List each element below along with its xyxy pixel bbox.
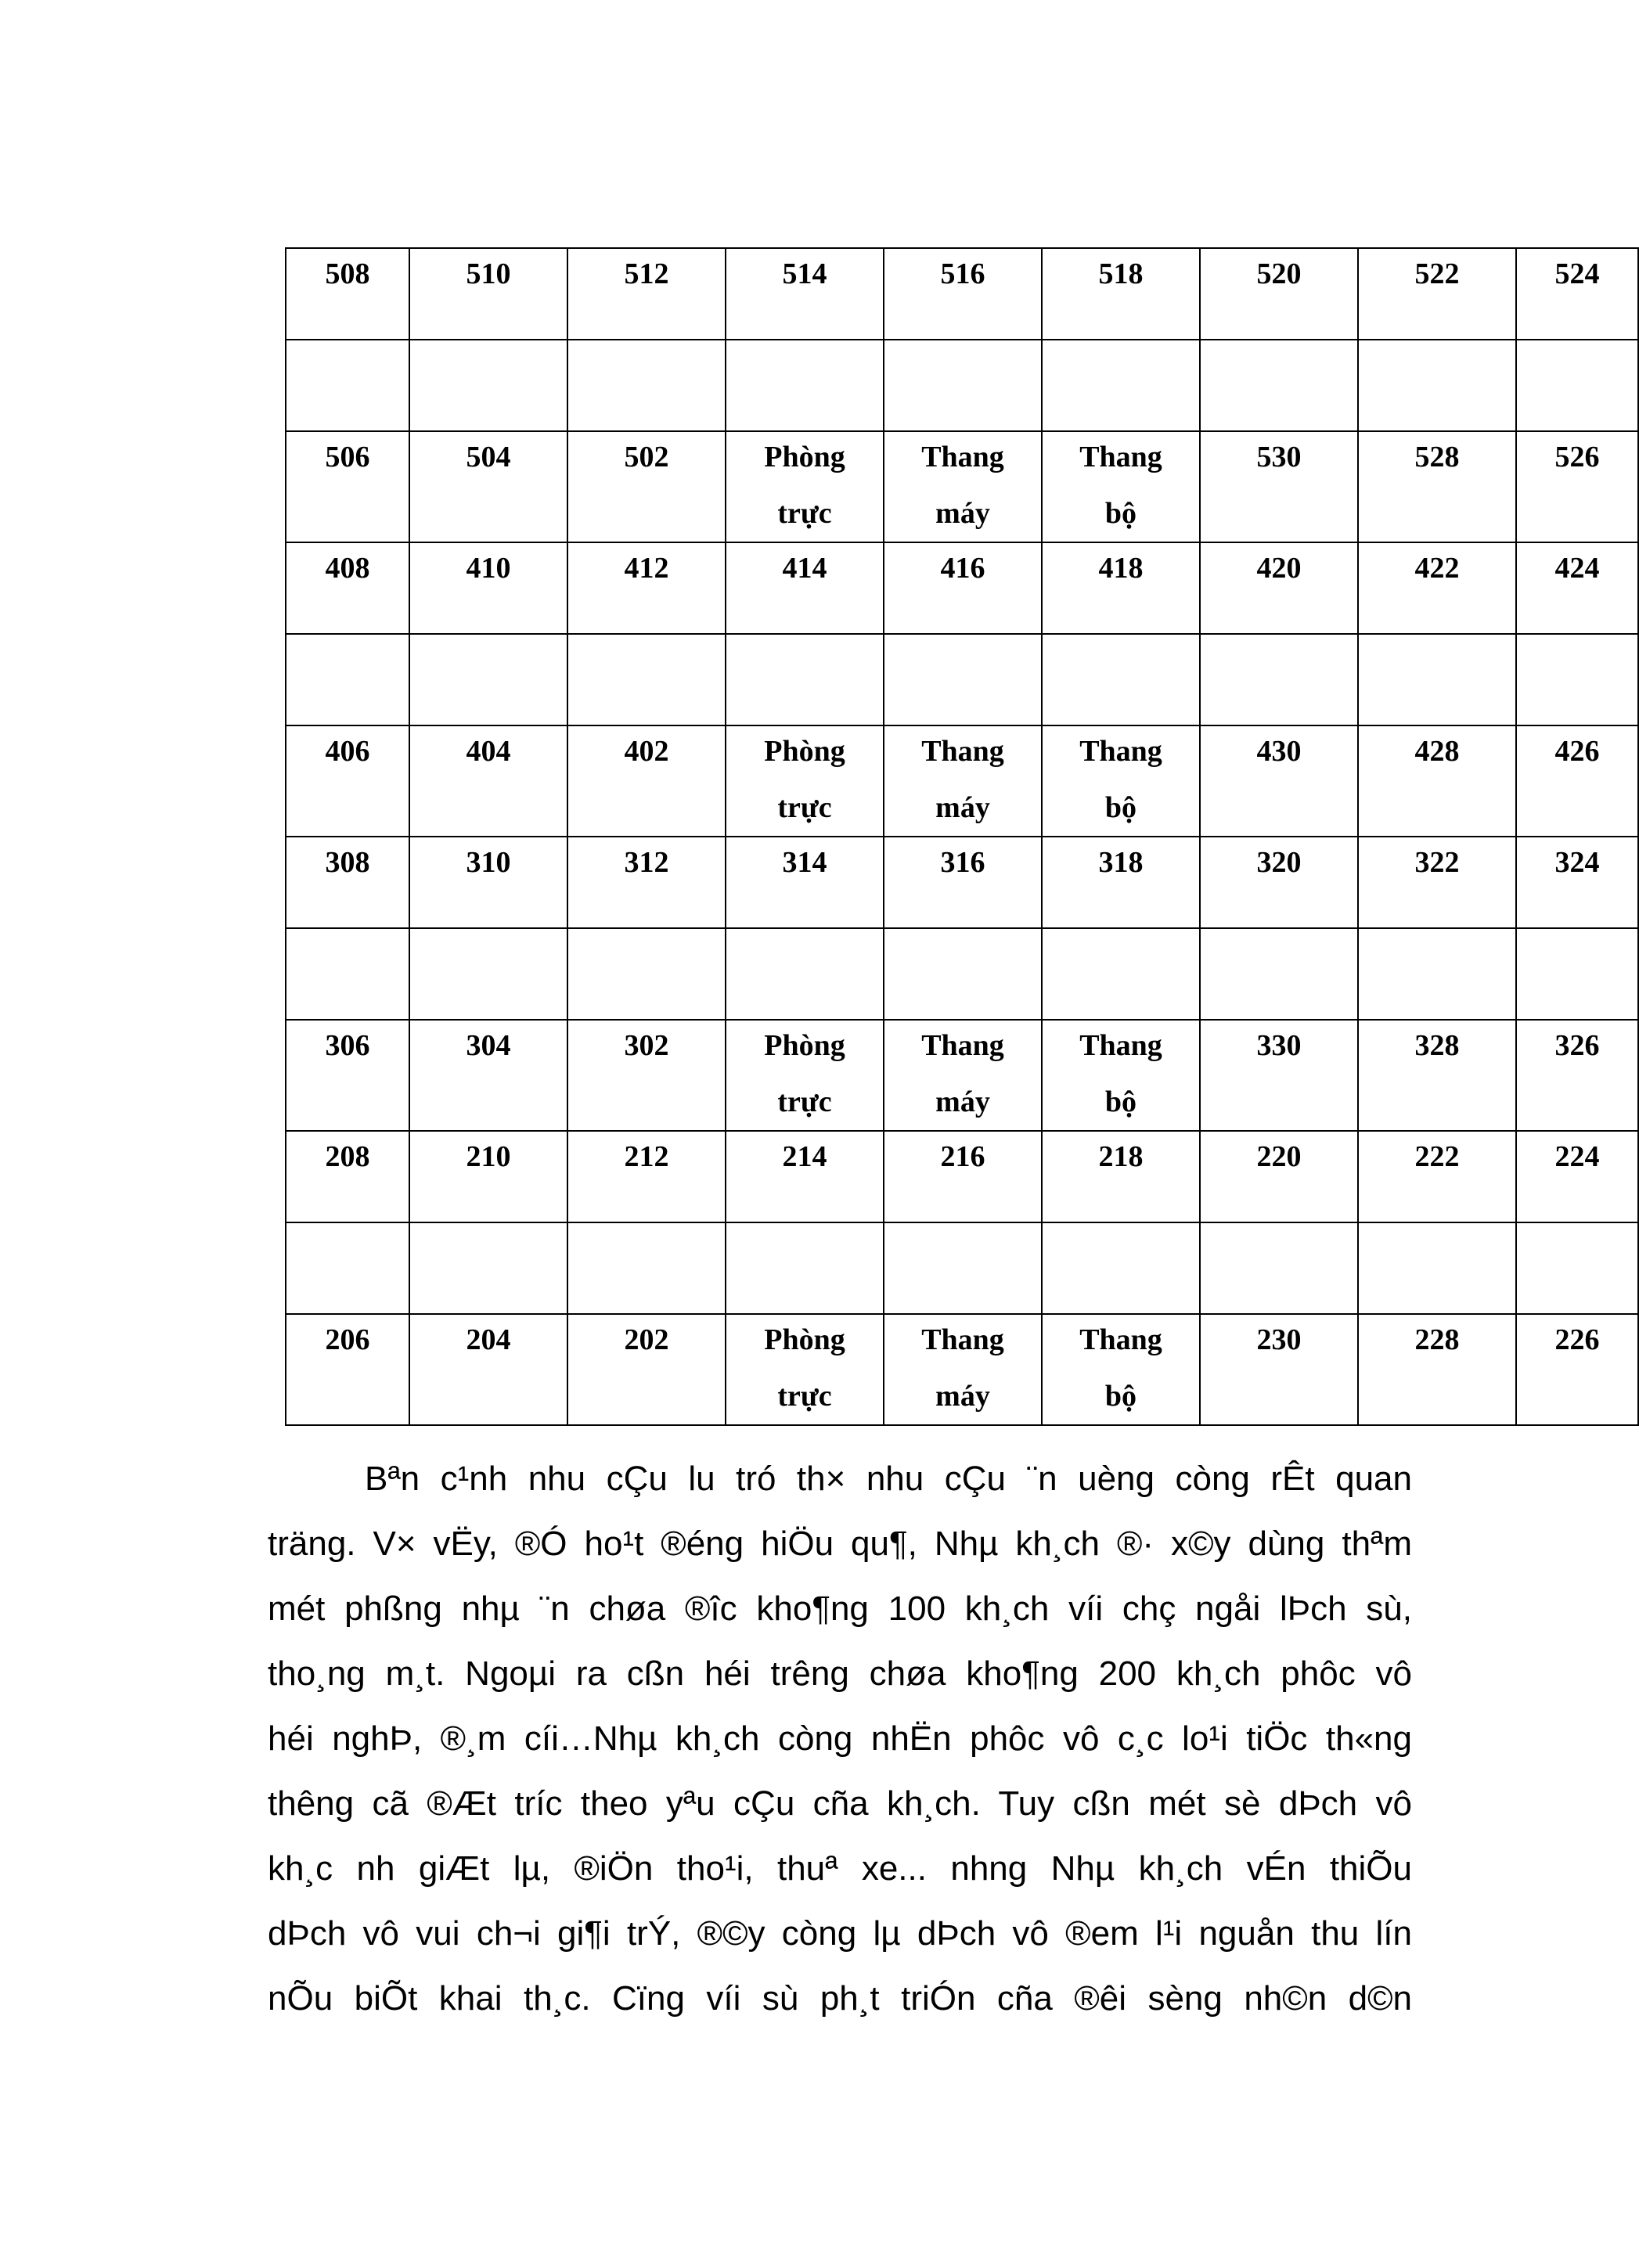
room-cell xyxy=(409,1131,567,1222)
room-label: 208 xyxy=(325,1140,370,1173)
room-cell xyxy=(567,431,726,542)
table-row xyxy=(286,1222,1638,1314)
room-cell xyxy=(1358,725,1516,837)
room-label: 420 xyxy=(1256,552,1302,585)
room-label: Thang máy xyxy=(921,1029,1004,1118)
room-label: 230 xyxy=(1256,1323,1302,1356)
room-cell xyxy=(726,837,884,928)
room-cell xyxy=(1042,431,1200,542)
room-label: 302 xyxy=(624,1029,669,1062)
room-cell xyxy=(1042,1314,1200,1425)
room-cell xyxy=(1042,1131,1200,1222)
room-cell xyxy=(1042,725,1200,837)
room-cell xyxy=(1200,248,1358,340)
room-cell xyxy=(1042,634,1200,725)
room-label: 308 xyxy=(325,846,370,879)
paragraph-line: träng. V× vËy, ®Ó ho¹t ®éng hiÖu qu¶, Nhµ kh¸ch ®· x©y dùng thªm xyxy=(268,1525,1412,1563)
room-cell xyxy=(409,634,567,725)
room-cell xyxy=(1358,1020,1516,1131)
room-label: 216 xyxy=(940,1140,985,1173)
room-cell xyxy=(409,725,567,837)
room-label: Phòng trực xyxy=(764,1029,845,1118)
room-label: Phòng trực xyxy=(764,1323,845,1413)
room-cell xyxy=(726,1020,884,1131)
table-row xyxy=(286,725,1638,837)
table-row xyxy=(286,431,1638,542)
room-cell xyxy=(884,725,1042,837)
room-cell xyxy=(884,928,1042,1020)
room-cell xyxy=(286,837,409,928)
room-label: 402 xyxy=(624,735,669,768)
room-label: 510 xyxy=(466,257,511,290)
room-label: 426 xyxy=(1554,735,1600,768)
room-label: 324 xyxy=(1554,846,1600,879)
room-cell xyxy=(409,928,567,1020)
room-cell xyxy=(1358,542,1516,634)
room-cell xyxy=(1042,248,1200,340)
room-label: Thang máy xyxy=(921,1323,1004,1413)
room-cell xyxy=(286,725,409,837)
room-cell xyxy=(884,248,1042,340)
room-cell xyxy=(409,1020,567,1131)
room-cell xyxy=(409,248,567,340)
floor-plan-table xyxy=(285,247,1603,1413)
room-label: 310 xyxy=(466,846,511,879)
room-cell xyxy=(1516,928,1638,1020)
room-label: 322 xyxy=(1414,846,1460,879)
room-cell xyxy=(1516,1314,1638,1425)
room-label: 406 xyxy=(325,735,370,768)
room-label: 328 xyxy=(1414,1029,1460,1062)
room-label: 522 xyxy=(1414,257,1460,290)
room-label: 320 xyxy=(1256,846,1302,879)
room-label: Thang bộ xyxy=(1079,735,1162,824)
room-cell xyxy=(286,248,409,340)
room-label: 520 xyxy=(1256,257,1302,290)
room-label: 212 xyxy=(624,1140,669,1173)
room-cell xyxy=(567,928,726,1020)
room-cell xyxy=(1200,340,1358,431)
room-cell xyxy=(1200,634,1358,725)
room-cell xyxy=(1516,340,1638,431)
room-cell xyxy=(1200,431,1358,542)
room-label: 518 xyxy=(1098,257,1144,290)
room-cell xyxy=(286,1020,409,1131)
room-cell xyxy=(884,837,1042,928)
room-cell xyxy=(286,1131,409,1222)
room-cell xyxy=(1516,1020,1638,1131)
room-label: 526 xyxy=(1554,441,1600,473)
room-label: 430 xyxy=(1256,735,1302,768)
room-label: Thang bộ xyxy=(1079,1323,1162,1413)
room-cell xyxy=(1516,1222,1638,1314)
room-cell xyxy=(409,340,567,431)
room-cell xyxy=(286,1314,409,1425)
room-label: Thang máy xyxy=(921,735,1004,824)
room-label: 524 xyxy=(1554,257,1600,290)
room-label: 516 xyxy=(940,257,985,290)
room-cell xyxy=(1516,542,1638,634)
room-cell xyxy=(726,340,884,431)
room-label: Thang bộ xyxy=(1079,1029,1162,1118)
room-cell xyxy=(1358,928,1516,1020)
room-cell xyxy=(1358,248,1516,340)
room-label: 506 xyxy=(325,441,370,473)
room-cell xyxy=(726,431,884,542)
room-cell xyxy=(1042,1222,1200,1314)
room-cell xyxy=(1516,837,1638,928)
room-cell xyxy=(286,431,409,542)
room-cell xyxy=(1200,1222,1358,1314)
room-cell xyxy=(884,1131,1042,1222)
room-label: 422 xyxy=(1414,552,1460,585)
paragraph-line: mét phßng nhµ ¨n chøa ®îc kho¶ng 100 kh¸ch víi chç ngåi lÞch sù, xyxy=(268,1589,1412,1628)
table-row xyxy=(286,928,1638,1020)
room-label: 412 xyxy=(624,552,669,585)
room-label: 330 xyxy=(1256,1029,1302,1062)
room-label: Phòng trực xyxy=(764,735,845,824)
room-cell xyxy=(726,928,884,1020)
room-cell xyxy=(884,340,1042,431)
room-label: 514 xyxy=(782,257,827,290)
room-cell xyxy=(409,431,567,542)
room-label: 414 xyxy=(782,552,827,585)
room-cell xyxy=(1200,928,1358,1020)
room-label: 314 xyxy=(782,846,827,879)
paragraph-line: dÞch vô vui ch¬i gi¶i trÝ, ®©y còng lµ dÞch vô ®em l¹i nguån thu lín xyxy=(268,1914,1412,1953)
room-cell xyxy=(1358,1314,1516,1425)
room-cell xyxy=(1200,1314,1358,1425)
room-cell xyxy=(726,1131,884,1222)
room-cell xyxy=(567,248,726,340)
room-cell xyxy=(567,542,726,634)
room-cell xyxy=(1358,1131,1516,1222)
paragraph-line: kh¸c nh giÆt lµ, ®iÖn tho¹i, thuª xe... nhng Nhµ kh¸ch vÉn thiÕu xyxy=(268,1849,1412,1888)
room-cell xyxy=(726,542,884,634)
room-cell xyxy=(567,340,726,431)
room-label: 318 xyxy=(1098,846,1144,879)
room-label: 512 xyxy=(624,257,669,290)
room-cell xyxy=(1042,837,1200,928)
paragraph-line: tho¸ng m¸t. Ngoµi ra cßn héi trêng chøa kho¶ng 200 kh¸ch phôc vô xyxy=(268,1654,1412,1693)
room-label: 218 xyxy=(1098,1140,1144,1173)
room-label: 428 xyxy=(1414,735,1460,768)
room-label: 404 xyxy=(466,735,511,768)
room-label: 304 xyxy=(466,1029,511,1062)
paragraph-line: nÕu biÕt khai th¸c. Cïng víi sù ph¸t triÓn cña ®êi sèng nh©n d©n xyxy=(268,1979,1412,2018)
room-cell xyxy=(884,634,1042,725)
room-label: 204 xyxy=(466,1323,511,1356)
room-cell xyxy=(286,542,409,634)
room-cell xyxy=(726,634,884,725)
table-row xyxy=(286,1314,1638,1425)
room-cell xyxy=(1358,431,1516,542)
room-label: 316 xyxy=(940,846,985,879)
room-cell xyxy=(567,634,726,725)
paragraph-line: héi nghÞ, ®¸m cíi…Nhµ kh¸ch còng nhËn phôc vô c¸c lo¹i tiÖc th«ng xyxy=(268,1719,1412,1758)
room-cell xyxy=(1042,1020,1200,1131)
room-label: 416 xyxy=(940,552,985,585)
room-label: 502 xyxy=(624,441,669,473)
table-row xyxy=(286,1020,1638,1131)
body-paragraph xyxy=(268,1446,1412,2031)
room-cell xyxy=(726,1222,884,1314)
room-cell xyxy=(1358,837,1516,928)
room-cell xyxy=(567,725,726,837)
room-cell xyxy=(567,1314,726,1425)
table-row xyxy=(286,248,1638,340)
room-cell xyxy=(567,1131,726,1222)
room-cell xyxy=(409,1222,567,1314)
room-cell xyxy=(884,1314,1042,1425)
room-cell xyxy=(1516,634,1638,725)
room-label: 228 xyxy=(1414,1323,1460,1356)
room-cell xyxy=(1358,1222,1516,1314)
room-cell xyxy=(726,725,884,837)
room-cell xyxy=(726,1314,884,1425)
room-cell xyxy=(884,1020,1042,1131)
room-cell xyxy=(1042,340,1200,431)
room-cell xyxy=(409,542,567,634)
room-label: 326 xyxy=(1554,1029,1600,1062)
room-label: 202 xyxy=(624,1323,669,1356)
room-label: 408 xyxy=(325,552,370,585)
room-label: Phòng trực xyxy=(764,441,845,530)
room-cell xyxy=(409,837,567,928)
room-cell xyxy=(1516,725,1638,837)
room-cell xyxy=(1042,928,1200,1020)
room-label: 530 xyxy=(1256,441,1302,473)
room-label: 306 xyxy=(325,1029,370,1062)
table-row xyxy=(286,837,1638,928)
room-label: 410 xyxy=(466,552,511,585)
room-cell xyxy=(1516,1131,1638,1222)
room-cell xyxy=(567,1020,726,1131)
room-cell xyxy=(567,1222,726,1314)
room-label: 424 xyxy=(1554,552,1600,585)
room-label: 222 xyxy=(1414,1140,1460,1173)
room-cell xyxy=(286,928,409,1020)
room-label: 220 xyxy=(1256,1140,1302,1173)
paragraph-line: thêng cã ®Æt tríc theo yªu cÇu cña kh¸ch. Tuy cßn mét sè dÞch vô xyxy=(268,1784,1412,1823)
room-cell xyxy=(1516,431,1638,542)
room-cell xyxy=(726,248,884,340)
room-cell xyxy=(567,837,726,928)
table-row xyxy=(286,340,1638,431)
room-cell xyxy=(409,1314,567,1425)
room-label: 206 xyxy=(325,1323,370,1356)
room-cell xyxy=(1516,248,1638,340)
room-label: 210 xyxy=(466,1140,511,1173)
paragraph-line: Bªn c¹nh nhu cÇu lu tró th× nhu cÇu ¨n uèng còng rÊt quan xyxy=(365,1460,1412,1498)
room-cell xyxy=(286,634,409,725)
room-label: Thang bộ xyxy=(1079,441,1162,530)
room-cell xyxy=(1200,725,1358,837)
room-label: 226 xyxy=(1554,1323,1600,1356)
room-label: 312 xyxy=(624,846,669,879)
room-cell xyxy=(1358,340,1516,431)
table-row xyxy=(286,1131,1638,1222)
room-grid xyxy=(285,247,1639,1426)
room-label: 504 xyxy=(466,441,511,473)
room-cell xyxy=(1200,1131,1358,1222)
room-label: 418 xyxy=(1098,552,1144,585)
room-cell xyxy=(1200,837,1358,928)
room-cell xyxy=(1358,634,1516,725)
table-row xyxy=(286,542,1638,634)
room-cell xyxy=(286,1222,409,1314)
room-label: 214 xyxy=(782,1140,827,1173)
room-cell xyxy=(884,542,1042,634)
room-cell xyxy=(884,431,1042,542)
room-cell xyxy=(1200,542,1358,634)
table-row xyxy=(286,634,1638,725)
room-label: 508 xyxy=(325,257,370,290)
room-cell xyxy=(286,340,409,431)
room-cell xyxy=(884,1222,1042,1314)
room-cell xyxy=(1200,1020,1358,1131)
room-cell xyxy=(1042,542,1200,634)
room-label: 528 xyxy=(1414,441,1460,473)
room-label: Thang máy xyxy=(921,441,1004,530)
room-label: 224 xyxy=(1554,1140,1600,1173)
room-grid-body xyxy=(286,248,1638,1425)
